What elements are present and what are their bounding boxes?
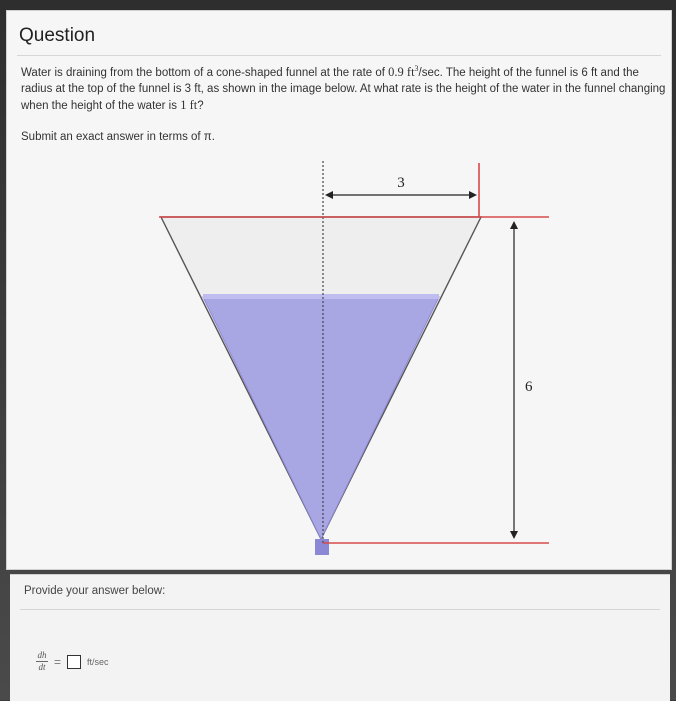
water-surface [203, 294, 439, 299]
dh-dt-fraction [36, 651, 48, 672]
radius-value: 3 [184, 82, 192, 95]
height-arrowhead-bottom [510, 531, 518, 539]
fraction-denominator: dt [38, 662, 46, 672]
equals-sign: = [54, 654, 62, 669]
height-label: 6 [525, 379, 533, 395]
height-value: 6 [581, 66, 588, 79]
fraction-numerator: dh [37, 650, 47, 660]
answer-input[interactable] [67, 655, 81, 669]
question-title: Question [19, 25, 96, 46]
rate-unit: /sec [418, 66, 440, 79]
radius-arrowhead-left [325, 191, 333, 199]
prompt-text-4: ft, as shown in the image below. At what rate is the height of the water in the funnel changing when the height of the water is [21, 82, 666, 112]
answer-row [36, 651, 109, 672]
answer-card [10, 574, 670, 701]
radius-arrowhead-right [469, 191, 477, 199]
height-arrowhead-top [510, 221, 518, 229]
rate-exponent: 3 [414, 64, 419, 73]
title-divider [17, 55, 661, 56]
funnel-diagram [147, 151, 567, 571]
answer-divider [20, 609, 660, 610]
question-card [6, 10, 672, 570]
funnel-spout [315, 539, 329, 555]
prompt-text-3: ft and the radius at the top of the funnel is [21, 66, 639, 95]
provide-answer-label: Provide your answer below: [24, 585, 166, 597]
prompt-text-5: ? [197, 99, 204, 112]
water-height-value: 1 ft [180, 97, 198, 112]
radius-label: 3 [397, 175, 405, 191]
prompt-text-1: Water is draining from the bottom of a cone-shaped funnel at the rate of [21, 66, 389, 79]
submit-note: Submit an exact answer in terms of π. [21, 131, 215, 143]
question-prompt [21, 61, 671, 114]
rate-value: 0.9 ft [388, 64, 415, 79]
prompt-text-2: . The height of the funnel is [439, 66, 582, 79]
water-region [203, 297, 439, 539]
answer-unit: ft/sec [87, 656, 109, 667]
